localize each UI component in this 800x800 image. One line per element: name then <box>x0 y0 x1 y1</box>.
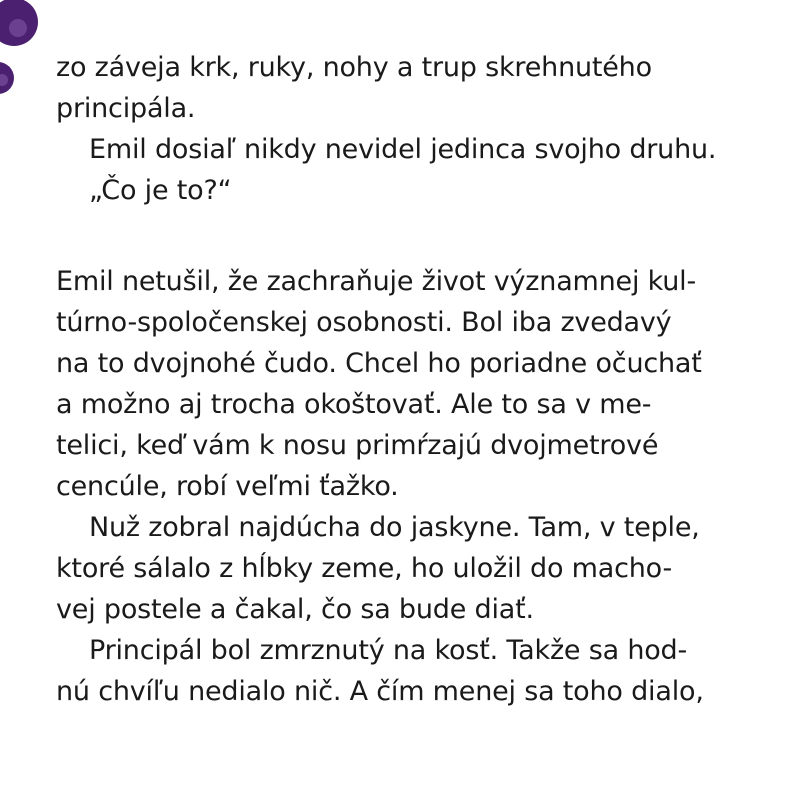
text-line: ktoré sálalo z hĺbky zeme, ho uložil do macho- <box>56 553 673 584</box>
text-line: principála. <box>56 93 196 124</box>
text-line: a možno aj trocha okoštovať. Ale to sa v me- <box>56 389 652 420</box>
decorative-dot-top-highlight <box>9 19 27 37</box>
decorative-dots <box>0 0 60 120</box>
paragraph-first-line: „Čo je to?“ <box>89 175 232 206</box>
paragraph-first-line: Principál bol zmrznutý na kosť. Takže sa hod- <box>89 635 688 666</box>
text-line: telici, keď vám k nosu primŕzajú dvojmetrové <box>56 430 659 461</box>
text-line: cencúle, robí veľmi ťažko. <box>56 471 399 502</box>
text-line: nú chvíľu nedialo nič. A čím menej sa toho dialo, <box>56 676 704 707</box>
section-break <box>56 211 756 261</box>
text-line: Emil netušil, že zachraňuje život významnej kul- <box>56 266 697 297</box>
paragraph-first-line: Nuž zobral najdúcha do jaskyne. Tam, v teple, <box>89 512 700 543</box>
text-line: zo záveja krk, ruky, nohy a trup skrehnutého <box>56 52 652 83</box>
text-line: túrno-spoločenskej osobnosti. Bol iba zvedavý <box>56 307 672 338</box>
body-text <box>56 47 756 712</box>
text-line: na to dvojnohé čudo. Chcel ho poriadne očuchať <box>56 348 702 379</box>
text-line: vej postele a čakal, čo sa bude diať. <box>56 594 534 625</box>
paragraph-first-line: Emil dosiaľ nikdy nevidel jedinca svojho druhu. <box>89 134 717 165</box>
